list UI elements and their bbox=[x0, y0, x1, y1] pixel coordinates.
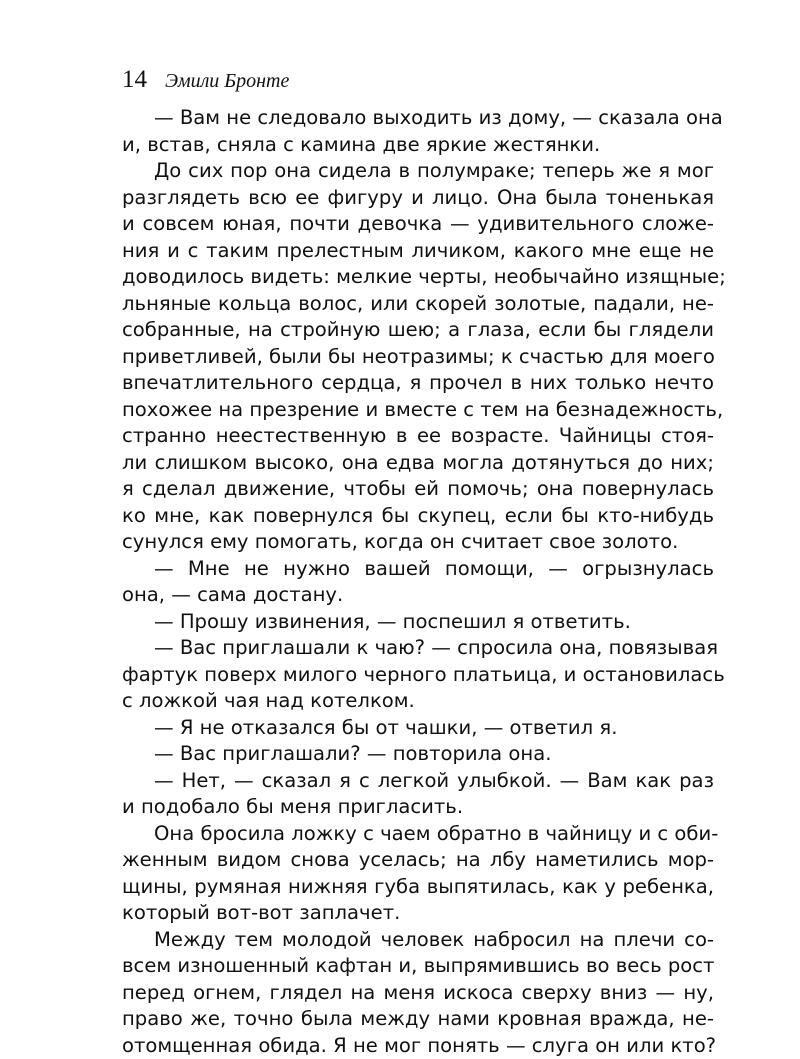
text-line: отомщенная обида. Я не мог понять — слуга он или кто? bbox=[122, 1033, 714, 1059]
text-line: приветливей, были бы неотразимы; к счастью для моего bbox=[122, 344, 714, 371]
text-line: и, встав, сняла с камина две яркие жестянки. bbox=[122, 132, 714, 159]
text-line: фартук поверх милого черного платьица, и остановилась bbox=[122, 662, 714, 689]
text-line: сунулся ему помогать, когда он считает свое золото. bbox=[122, 529, 714, 556]
running-head bbox=[122, 66, 289, 94]
text-line: — Прошу извинения, — поспешил я ответить. bbox=[122, 609, 714, 636]
text-line: — Я не отказался бы от чашки, — ответил я. bbox=[122, 715, 714, 742]
text-line: щины, румяная нижняя губа выпятилась, как у ребенка, bbox=[122, 874, 714, 901]
text-line: право же, точно была между нами кровная вражда, не- bbox=[122, 1006, 714, 1033]
text-line: она, — сама достану. bbox=[122, 582, 714, 609]
text-line: — Вам не следовало выходить из дому, — сказала она bbox=[122, 105, 714, 132]
text-line: женным видом снова уселась; на лбу наметились мор- bbox=[122, 847, 714, 874]
text-line: всем изношенный кафтан и, выпрямившись во весь рост bbox=[122, 953, 714, 980]
text-line: с ложкой чая над котелком. bbox=[122, 688, 714, 715]
text-line: Она бросила ложку с чаем обратно в чайницу и с оби- bbox=[122, 821, 714, 848]
text-line: ли слишком высоко, она едва могла дотянуться до них; bbox=[122, 450, 714, 477]
text-line: льняные кольца волос, или скорей золотые, падали, не- bbox=[122, 291, 714, 318]
text-line: который вот-вот заплачет. bbox=[122, 900, 714, 927]
text-line: Между тем молодой человек набросил на плечи со- bbox=[122, 927, 714, 954]
text-line: странно неестественную в ее возрасте. Чайницы стоя- bbox=[122, 423, 714, 450]
text-line: — Мне не нужно вашей помощи, — огрызнулась bbox=[122, 556, 714, 583]
text-line: и подобало бы меня пригласить. bbox=[122, 794, 714, 821]
text-line: До сих пор она сидела в полумраке; теперь же я мог bbox=[122, 158, 714, 185]
body-text bbox=[122, 105, 714, 1059]
text-line: похожее на презрение и вместе с тем на безнадежность, bbox=[122, 397, 714, 424]
text-line: перед огнем, глядел на меня искоса сверху вниз — ну, bbox=[122, 980, 714, 1007]
text-line: впечатлительного сердца, я прочел в них только нечто bbox=[122, 370, 714, 397]
text-line: доводилось видеть: мелкие черты, необычайно изящные; bbox=[122, 264, 714, 291]
text-line: ния и с таким прелестным личиком, какого мне еще не bbox=[122, 238, 714, 265]
text-line: — Вас приглашали? — повторила она. bbox=[122, 741, 714, 768]
text-line: и совсем юная, почти девочка — удивительного сложе- bbox=[122, 211, 714, 238]
text-line: — Нет, — сказал я с легкой улыбкой. — Вам как раз bbox=[122, 768, 714, 795]
text-line: собранные, на стройную шею; а глаза, если бы глядели bbox=[122, 317, 714, 344]
text-line: разглядеть всю ее фигуру и лицо. Она была тоненькая bbox=[122, 185, 714, 212]
text-line: — Вас приглашали к чаю? — спросила она, повязывая bbox=[122, 635, 714, 662]
text-line: я сделал движение, чтобы ей помочь; она повернулась bbox=[122, 476, 714, 503]
running-head-author: Эмили Бронте bbox=[165, 70, 289, 92]
page-number: 14 bbox=[122, 66, 147, 93]
text-line: ко мне, как повернулся бы скупец, если бы кто-нибудь bbox=[122, 503, 714, 530]
